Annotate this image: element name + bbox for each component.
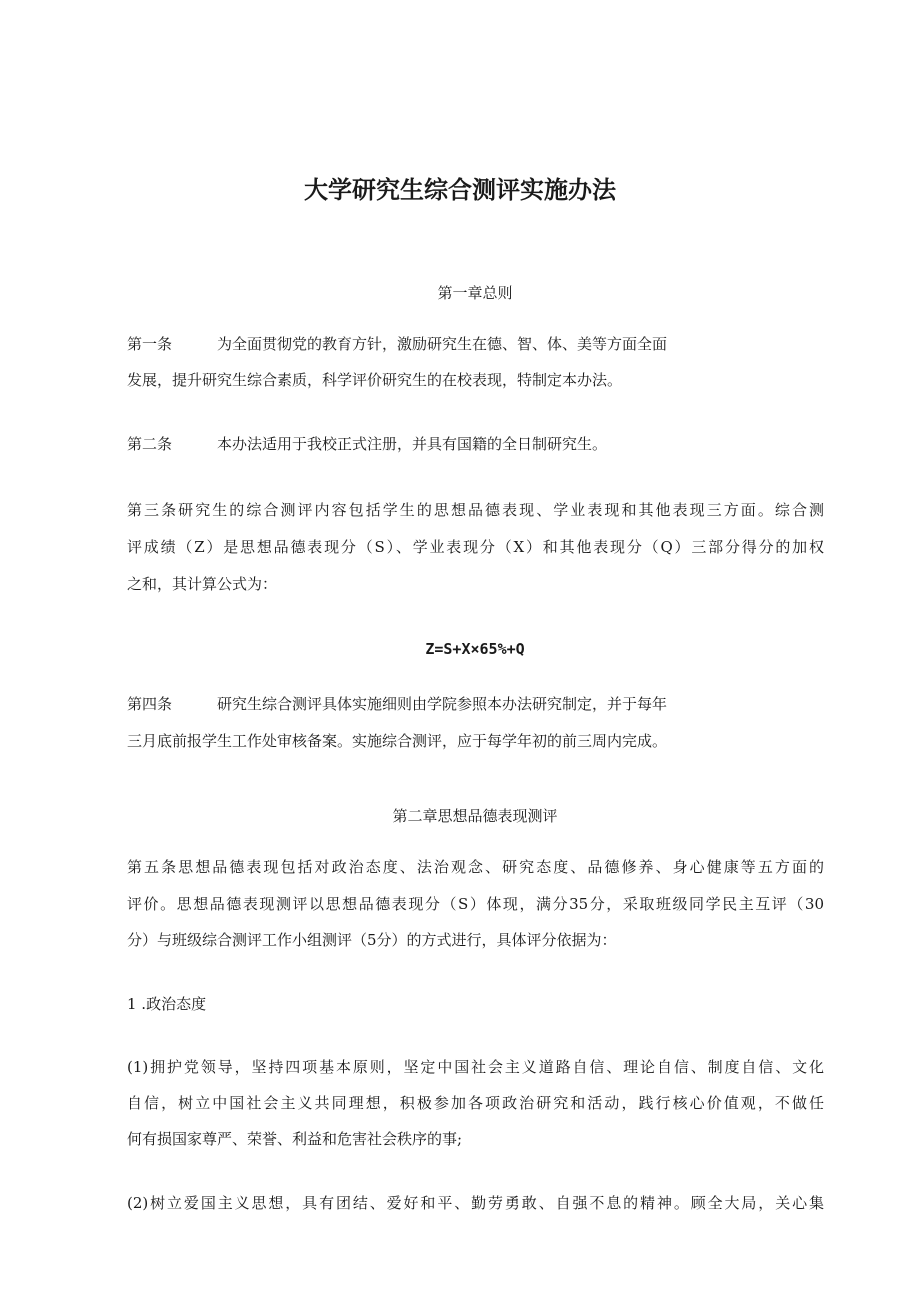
- article-5-line-1: 第五条思想品德表现包括对政治态度、法治观念、研究态度、品德修养、身心健康等五方面的: [127, 858, 824, 876]
- formula: Z=S+X×65%+Q: [425, 640, 525, 658]
- article-label: 第二条: [127, 435, 173, 453]
- article-text: 为全面贯彻党的教育方针，激励研究生在德、智、体、美等方面全面: [217, 335, 668, 353]
- article-5-line-3: 分）与班级综合测评工作小组测评（5分）的方式进行，具体评分依据为：: [127, 931, 617, 949]
- item-heading: 1 .政治态度: [127, 995, 207, 1013]
- paragraph-1-line-2: 自信，树立中国社会主义共同理想，积极参加各项政治研究和活动，践行核心价值观，不做任: [127, 1094, 824, 1112]
- article-5-line-2: 评价。思想品德表现测评以思想品德表现分（S）体现，满分35分，采取班级同学民主互评（30: [127, 895, 824, 913]
- article-3-line-1: 第三条研究生的综合测评内容包括学生的思想品德表现、学业表现和其他表现三方面。综合测: [127, 501, 824, 519]
- paragraph-1-line-3: 何有损国家尊严、荣誉、利益和危害社会秩序的事;: [127, 1130, 463, 1148]
- article-text: 本办法适用于我校正式注册，并具有国籍的全日制研究生。: [217, 435, 608, 453]
- article-3-line-3: 之和，其计算公式为：: [127, 575, 278, 593]
- article-4-line-1: [127, 697, 667, 712]
- paragraph-1-line-1: (1)拥护党领导，坚持四项基本原则，坚定中国社会主义道路自信、理论自信、制度自信、文化: [127, 1058, 824, 1076]
- paragraph-2-line-1: (2)树立爱国主义思想，具有团结、爱好和平、勤劳勇敢、自强不息的精神。顾全大局，关心集: [127, 1194, 824, 1212]
- chapter-heading: 第一章总则: [437, 284, 513, 302]
- chapter-heading: 第二章思想品德表现测评: [392, 807, 558, 825]
- article-2-line: [127, 437, 607, 452]
- article-text: 研究生综合测评具体实施细则由学院参照本办法研究制定，并于每年: [217, 695, 668, 713]
- article-label: 第一条: [127, 335, 173, 353]
- article-4-line-2: 三月底前报学生工作处审核备案。实施综合测评，应于每学年初的前三周内完成。: [127, 732, 668, 750]
- article-3-line-2: 评成绩（Z）是思想品德表现分（S）、学业表现分（X）和其他表现分（Q）三部分得分的加权: [127, 538, 824, 556]
- document-title: 大学研究生综合测评实施办法: [304, 176, 616, 204]
- article-1-line-2: 发展，提升研究生综合素质，科学评价研究生的在校表现，特制定本办法。: [127, 371, 623, 389]
- article-label: 第四条: [127, 695, 173, 713]
- article-1-line-1: [127, 337, 667, 352]
